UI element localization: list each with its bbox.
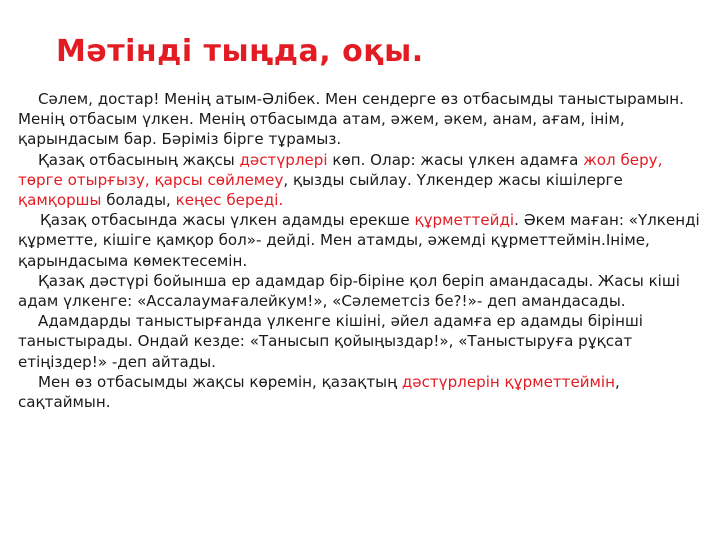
highlighted-term: дәстүрлерін құрметтеймін <box>401 372 615 391</box>
paragraph <box>18 311 708 372</box>
highlighted-term: жол беру, төрге отырғызу, қарсы сөйлемеу <box>18 150 663 189</box>
text-segment: болады, <box>101 191 176 210</box>
slide-title: Мәтінді тыңда, оқы. <box>56 34 424 69</box>
text-segment: көп. Олар: жасы үлкен адамға <box>327 150 584 169</box>
text-segment: Қазақ отбасында жасы үлкен адамды ерекше <box>40 211 415 230</box>
text-segment: . Әкем маған: «Үлкенді құрметте, кішіге қамқор бол»- дейді. Мен атамды, әжемді құрметтеймін.Ініме, қарындасыма көмектесемін. <box>18 211 700 270</box>
text-segment: Қазақ дәстүрі бойынша ер адамдар бір-біріне қол беріп амандасады. Жасы кіші адам үлкенге: «Ассалаумағалейкум!», «Сәлеметсіз бе?!»- деп амандасады. <box>18 271 680 311</box>
text-segment: Мен өз отбасымды жақсы көремін, қазақтың <box>38 372 402 391</box>
text-body <box>18 89 708 412</box>
paragraph <box>18 210 708 271</box>
paragraph <box>18 271 708 311</box>
text-segment: Қазақ отбасының жақсы <box>38 150 240 169</box>
highlighted-term: қамқоршы <box>18 191 102 210</box>
paragraph <box>18 150 708 211</box>
highlighted-term: кеңес береді. <box>175 191 284 210</box>
text-segment: , қызды сыйлау. Үлкендер жасы кішілерге <box>283 170 623 189</box>
highlighted-term: құрметтейді <box>414 211 515 230</box>
paragraph <box>18 372 708 412</box>
text-segment: Адамдарды таныстырғанда үлкенге кішіні, әйел адамға ер адамды бірінші таныстырады. Ондай кезде: «Танысып қойыңыздар!», «Таныстыруға рұқсат етіңіздер!» -деп айтады. <box>18 312 643 371</box>
text-segment: , сақтаймын. <box>18 372 620 412</box>
paragraph <box>18 89 708 150</box>
highlighted-term: дәстүрлері <box>239 150 328 169</box>
text-segment: Сәлем, достар! Менің атым-Әлібек. Мен сендерге өз отбасымды таныстырамын. Менің отбасым үлкен. Менің отбасымда атам, әжем, әкем, анам, ағам, інім, қарындасым бар. Бәріміз бірге тұрамыз. <box>18 90 684 149</box>
